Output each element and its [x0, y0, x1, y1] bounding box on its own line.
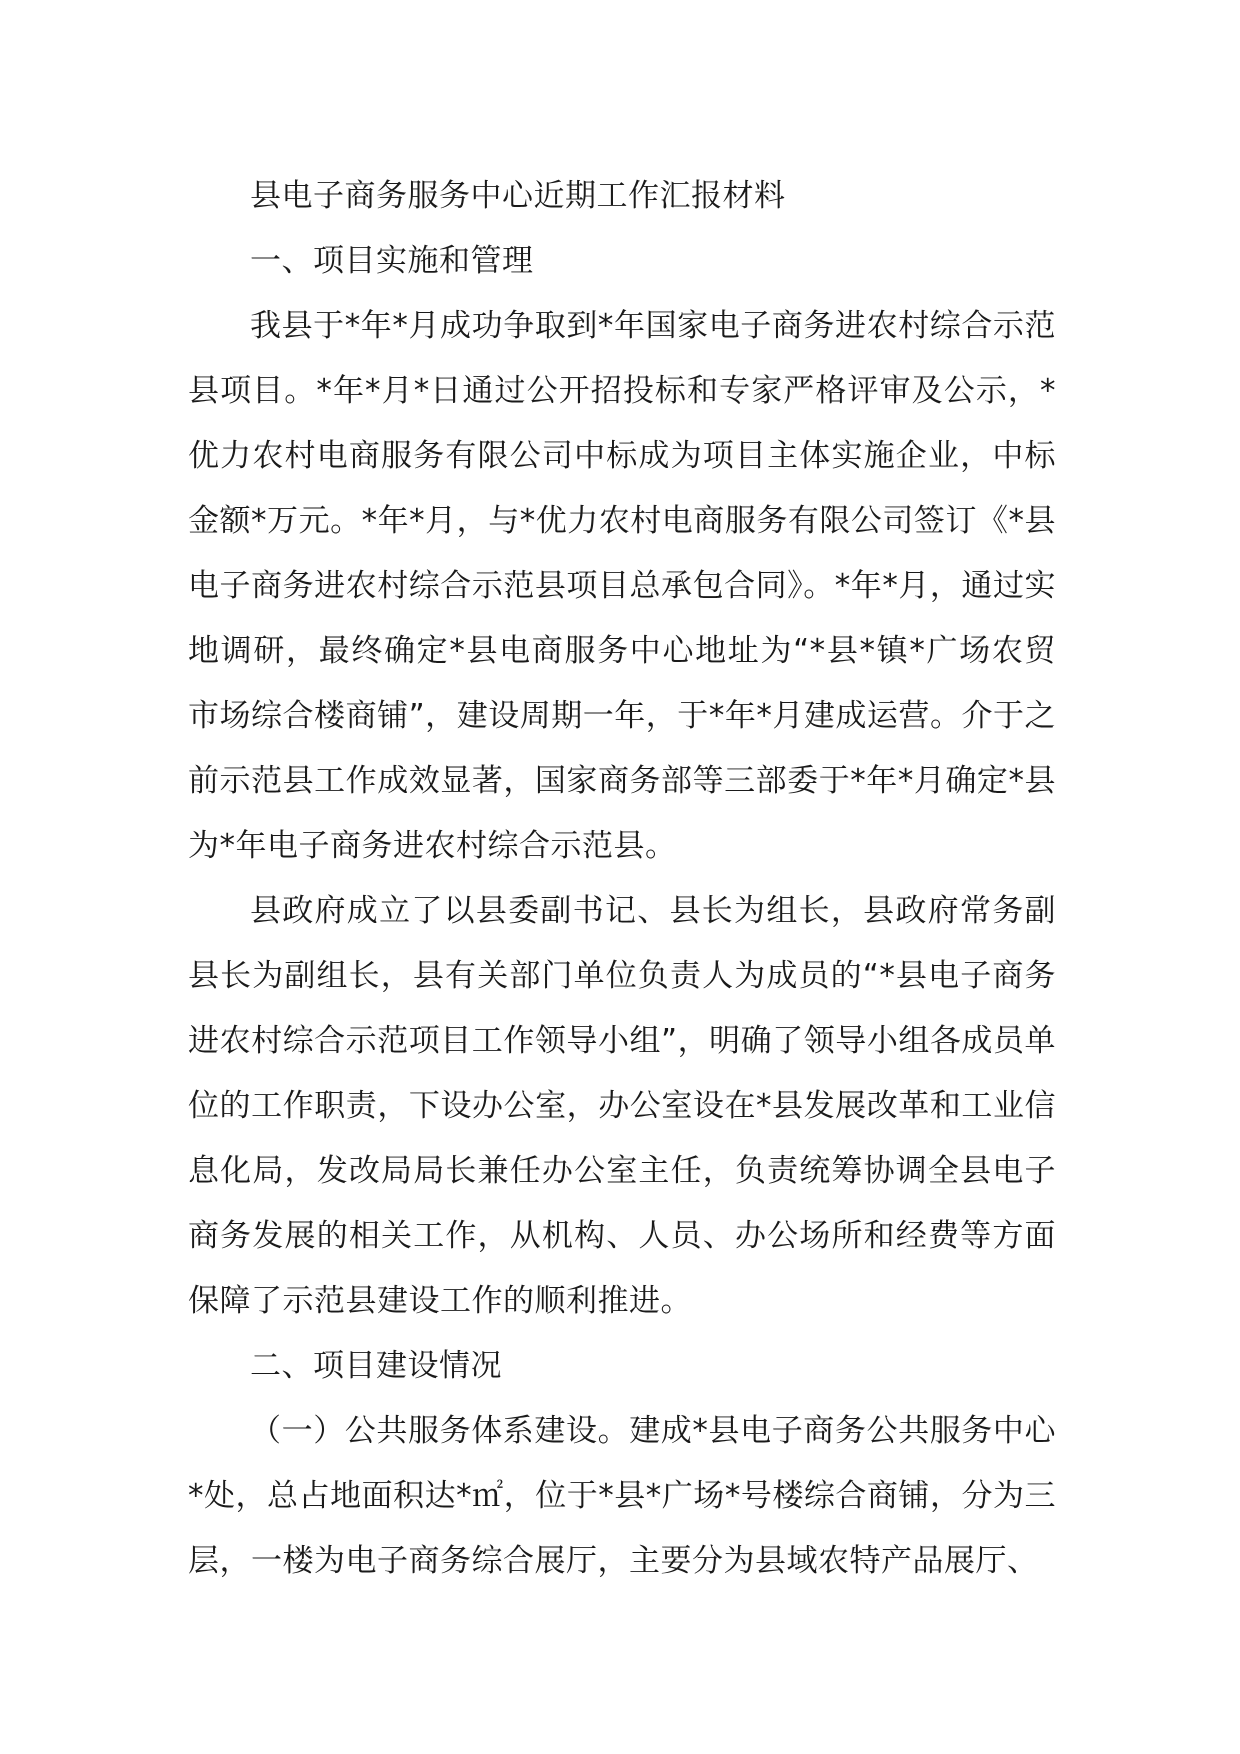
- paragraph-1: 我县于*年*月成功争取到*年国家电子商务进农村综合示范县项目。*年*月*日通过公开招投标和专家严格评审及公示，*优力农村电商服务有限公司中标成为项目主体实施企业，中标金额*万元。*年*月，与*优力农村电商服务有限公司签订《*县电子商务进农村综合示范县项目总承包合同》。*年*月，通过实地调研，最终确定*县电商服务中心地址为“*县*镇*广场农贸市场综合楼商铺”，建设周期一年，于*年*月建成运营。介于之前示范县工作成效显著，国家商务部等三部委于*年*月确定*县为*年电子商务进农村综合示范县。: [188, 308, 1056, 864]
- document-body: [188, 164, 1056, 1594]
- paragraph-2: 县政府成立了以县委副书记、县长为组长，县政府常务副县长为副组长，县有关部门单位负责人为成员的“*县电子商务进农村综合示范项目工作领导小组”，明确了领导小组各成员单位的工作职责，下设办公室，办公室设在*县发展改革和工业信息化局，发改局局长兼任办公室主任，负责统筹协调全县电子商务发展的相关工作，从机构、人员、办公场所和经费等方面保障了示范县建设工作的顺利推进。: [188, 893, 1056, 1319]
- section-heading-2: 二、项目建设情况: [250, 1348, 502, 1384]
- document-title: 县电子商务服务中心近期工作汇报材料: [250, 178, 786, 214]
- paragraph-3: （一）公共服务体系建设。建成*县电子商务公共服务中心*处，总占地面积达*㎡，位于*县*广场*号楼综合商铺，分为三层，一楼为电子商务综合展厅，主要分为县域农特产品展厅、: [188, 1413, 1056, 1579]
- section-heading-1: 一、项目实施和管理: [250, 243, 534, 279]
